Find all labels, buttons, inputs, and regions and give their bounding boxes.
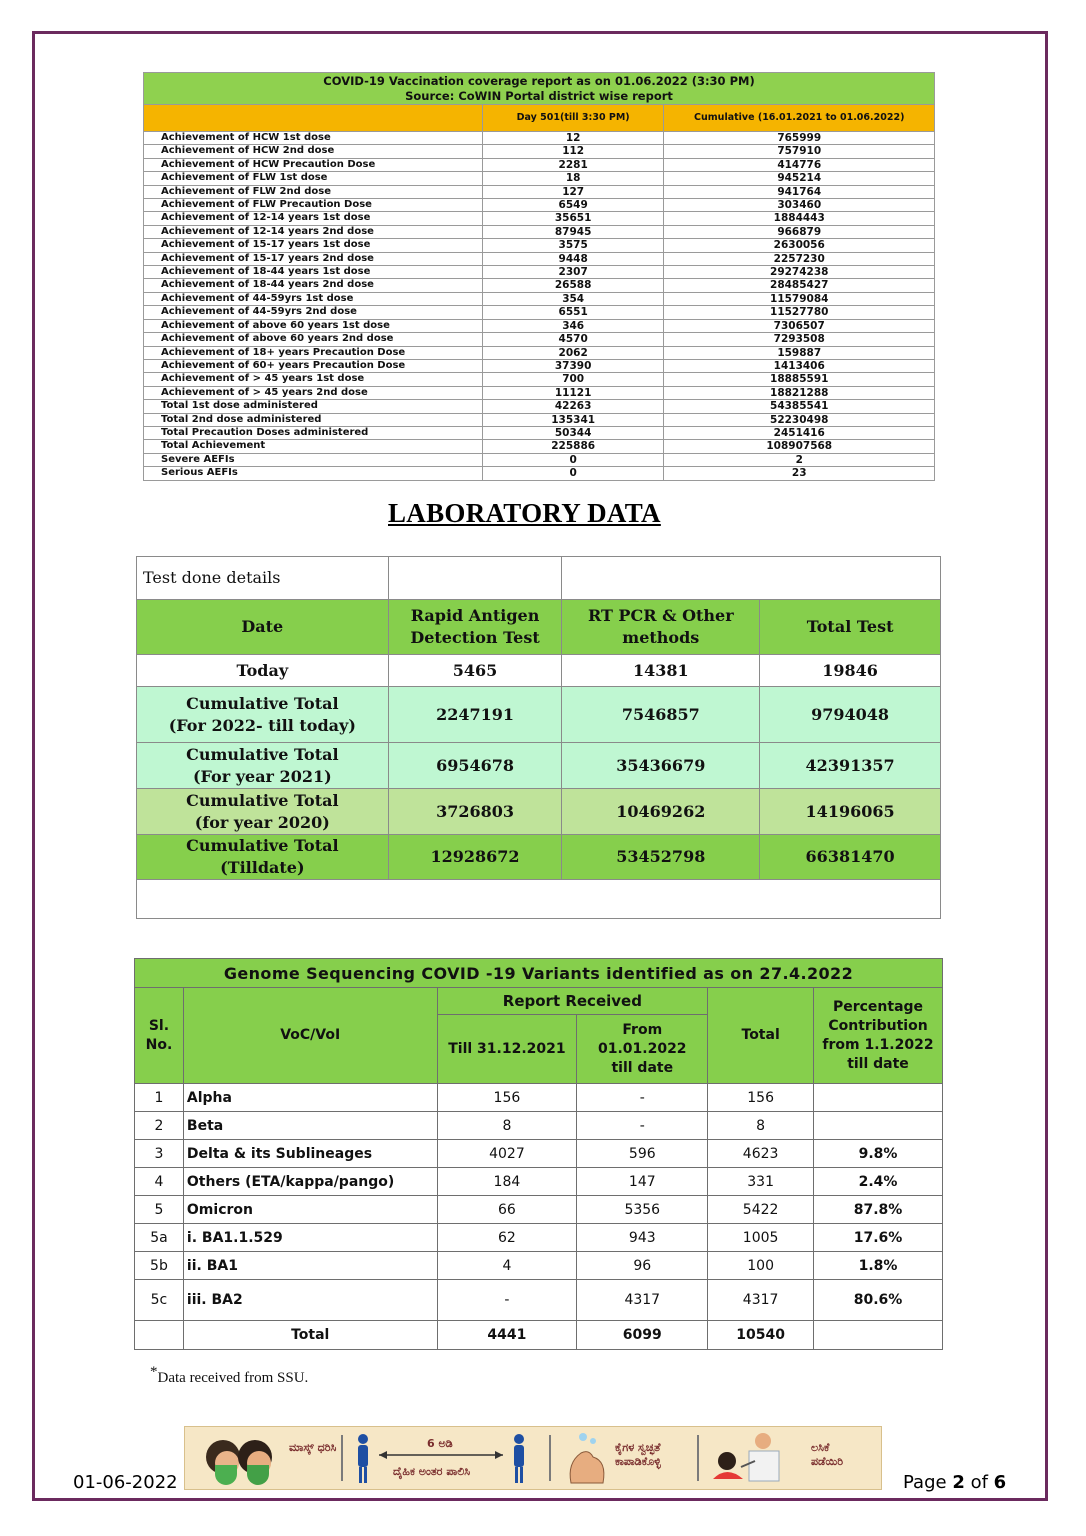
lab-rapid-value: 12928672 (388, 835, 562, 880)
vaccination-cumulative-value: 1884443 (664, 212, 935, 225)
genome-till-value: 62 (437, 1224, 577, 1252)
vaccination-row (144, 333, 935, 346)
vaccination-day-value: 2281 (482, 158, 664, 171)
vaccination-col-cumulative: Cumulative (16.01.2021 to 01.06.2022) (664, 105, 935, 132)
genome-percentage-value: 87.8% (814, 1196, 943, 1224)
banner-vaccine-text: ಲಸಿಕೆ ಪಡೆಯಿರಿ (811, 1441, 844, 1468)
genome-sl: 3 (135, 1140, 184, 1168)
lab-header-total: Total Test (760, 600, 941, 655)
genome-till-value: 8 (437, 1112, 577, 1140)
vaccination-row-label: Achievement of 18-44 years 1st dose (144, 266, 483, 279)
footer-date: 01-06-2022 (73, 1472, 178, 1493)
vaccination-icon (705, 1427, 795, 1489)
genome-total-till: 4441 (437, 1321, 577, 1350)
vaccination-title (144, 73, 935, 105)
genome-total-value: 8 (708, 1112, 814, 1140)
vaccination-cumulative-value: 1413406 (664, 359, 935, 372)
vaccination-cumulative-value: 765999 (664, 132, 935, 145)
vaccination-row-label: Achievement of FLW 1st dose (144, 172, 483, 185)
genome-till-value: 66 (437, 1196, 577, 1224)
vaccination-cumulative-value: 2630056 (664, 239, 935, 252)
lab-header-rapid: Rapid Antigen Detection Test (388, 600, 562, 655)
vaccination-row (144, 400, 935, 413)
vaccination-row-label: Achievement of 18-44 years 2nd dose (144, 279, 483, 292)
vaccination-cumulative-value: 2257230 (664, 252, 935, 265)
genome-variant-name: Delta & its Sublineages (183, 1140, 437, 1168)
genome-title: Genome Sequencing COVID -19 Variants identified as on 27.4.2022 (135, 959, 943, 988)
genome-row (135, 1140, 943, 1168)
lab-row-label-main: Cumulative Total (186, 790, 339, 810)
genome-from-value: - (577, 1112, 708, 1140)
genome-row (135, 1084, 943, 1112)
genome-till-value: 4 (437, 1252, 577, 1280)
vaccination-row (144, 225, 935, 238)
genome-variant-name: Beta (183, 1112, 437, 1140)
vaccination-day-value: 42263 (482, 400, 664, 413)
page-of: of (970, 1472, 988, 1493)
vaccination-day-value: 2062 (482, 346, 664, 359)
lab-header-rtpcr: RT PCR & Other methods (562, 600, 760, 655)
vaccination-row (144, 426, 935, 439)
vaccination-cumulative-value: 29274238 (664, 266, 935, 279)
lab-total-value: 14196065 (760, 789, 941, 835)
lab-title: LABORATORY DATA (388, 498, 661, 528)
vaccination-cumulative-value: 966879 (664, 225, 935, 238)
vaccination-row-label: Achievement of above 60 years 2nd dose (144, 333, 483, 346)
genome-variant-name: i. BA1.1.529 (183, 1224, 437, 1252)
genome-till-value: 184 (437, 1168, 577, 1196)
vaccination-cumulative-value: 159887 (664, 346, 935, 359)
vaccination-day-value: 127 (482, 185, 664, 198)
vaccination-day-value: 3575 (482, 239, 664, 252)
lab-rtpcr-value: 35436679 (562, 743, 760, 789)
vaccination-cumulative-value: 757910 (664, 145, 935, 158)
vaccination-row (144, 467, 935, 480)
genome-percentage-value: 2.4% (814, 1168, 943, 1196)
vaccination-row (144, 185, 935, 198)
genome-total-value: 5422 (708, 1196, 814, 1224)
vaccination-row (144, 252, 935, 265)
genome-from-value: 596 (577, 1140, 708, 1168)
vaccination-cumulative-value: 18821288 (664, 386, 935, 399)
genome-till-value: 4027 (437, 1140, 577, 1168)
vaccination-row-label: Achievement of 18+ years Precaution Dose (144, 346, 483, 359)
vaccination-day-value: 18 (482, 172, 664, 185)
genome-row (135, 1224, 943, 1252)
lab-rtpcr-value: 53452798 (562, 835, 760, 880)
lab-row-label-main: Cumulative Total (186, 836, 339, 855)
genome-sl: 4 (135, 1168, 184, 1196)
vaccination-row (144, 319, 935, 332)
genome-sl: 5c (135, 1280, 184, 1321)
vaccination-cumulative-value: 7293508 (664, 333, 935, 346)
genome-sl: 5a (135, 1224, 184, 1252)
lab-row-label-sub: (For year 2021) (192, 766, 332, 786)
vaccination-day-value: 35651 (482, 212, 664, 225)
lab-row (137, 687, 941, 743)
vaccination-row-label: Achievement of 15-17 years 1st dose (144, 239, 483, 252)
genome-total-blank (814, 1321, 943, 1350)
genome-row (135, 1112, 943, 1140)
genome-from-value: 5356 (577, 1196, 708, 1224)
vaccination-row-label: Achievement of > 45 years 1st dose (144, 373, 483, 386)
vaccination-day-value: 135341 (482, 413, 664, 426)
genome-total-total: 10540 (708, 1321, 814, 1350)
lab-total-value: 19846 (760, 655, 941, 687)
vaccination-cumulative-value: 52230498 (664, 413, 935, 426)
genome-header-voc: VoC/VoI (183, 988, 437, 1084)
vaccination-row-label: Achievement of HCW Precaution Dose (144, 158, 483, 171)
genome-header-report: Report Received (437, 988, 708, 1015)
lab-row-label (137, 835, 389, 880)
genome-variant-name: Alpha (183, 1084, 437, 1112)
note-text: Data received from SSU. (157, 1370, 309, 1386)
vaccination-row (144, 440, 935, 453)
vaccination-row (144, 346, 935, 359)
lab-row (137, 655, 941, 687)
genome-variant-name: ii. BA1 (183, 1252, 437, 1280)
lab-rapid-value: 5465 (388, 655, 562, 687)
vaccination-row-label: Achievement of 44-59yrs 1st dose (144, 292, 483, 305)
lab-total-value: 9794048 (760, 687, 941, 743)
vaccination-cumulative-value: 18885591 (664, 373, 935, 386)
vaccination-cumulative-value: 2 (664, 453, 935, 466)
genome-sl: 5b (135, 1252, 184, 1280)
genome-till-value: 156 (437, 1084, 577, 1112)
genome-sl: 1 (135, 1084, 184, 1112)
genome-total-value: 4317 (708, 1280, 814, 1321)
genome-sl: 2 (135, 1112, 184, 1140)
vaccination-day-value: 87945 (482, 225, 664, 238)
lab-row-label: Today (137, 655, 389, 687)
lab-total-value: 66381470 (760, 835, 941, 880)
genome-variant-name: iii. BA2 (183, 1280, 437, 1321)
page-prefix: Page (903, 1472, 947, 1493)
lab-header-date: Date (137, 600, 389, 655)
note-asterisk: * (150, 1364, 158, 1380)
lab-rapid-value: 6954678 (388, 743, 562, 789)
genome-total-blank (135, 1321, 184, 1350)
lab-row-label-sub: (For 2022- till today) (168, 715, 356, 735)
genome-total-from: 6099 (577, 1321, 708, 1350)
vaccination-row (144, 373, 935, 386)
vaccination-row (144, 132, 935, 145)
vaccination-row-label: Serious AEFIs (144, 467, 483, 480)
vaccination-cumulative-value: 941764 (664, 185, 935, 198)
genome-percentage-value (814, 1112, 943, 1140)
vaccination-row (144, 359, 935, 372)
genome-till-value: - (437, 1280, 577, 1321)
handwash-icon (563, 1427, 613, 1489)
vaccination-row-label: Total 1st dose administered (144, 400, 483, 413)
mask-people-icon (199, 1427, 279, 1489)
banner-distance-sub: ದೈಹಿಕ ಅಂತರ ಪಾಲಿಸಿ (393, 1465, 471, 1478)
banner-divider (549, 1435, 551, 1481)
genome-from-value: 96 (577, 1252, 708, 1280)
vaccination-cumulative-value: 945214 (664, 172, 935, 185)
vaccination-cumulative-value: 2451416 (664, 426, 935, 439)
lab-row-label (137, 789, 389, 835)
genome-percentage-value: 9.8% (814, 1140, 943, 1168)
genome-table (134, 958, 943, 1350)
vaccination-row (144, 145, 935, 158)
vaccination-day-value: 2307 (482, 266, 664, 279)
vaccination-row-label: Achievement of 15-17 years 2nd dose (144, 252, 483, 265)
vaccination-row-label: Achievement of 12-14 years 2nd dose (144, 225, 483, 238)
vaccination-row (144, 158, 935, 171)
vaccination-cumulative-value: 28485427 (664, 279, 935, 292)
vaccination-col-day: Day 501(till 3:30 PM) (482, 105, 664, 132)
vaccination-row (144, 306, 935, 319)
vaccination-row (144, 266, 935, 279)
lab-blank-cell (388, 557, 562, 600)
lab-total-value: 42391357 (760, 743, 941, 789)
vaccination-row (144, 239, 935, 252)
genome-header-sl: Sl. No. (135, 988, 184, 1084)
vaccination-row-label: Achievement of above 60 years 1st dose (144, 319, 483, 332)
vaccination-row (144, 386, 935, 399)
banner-divider (697, 1435, 699, 1481)
genome-from-value: 4317 (577, 1280, 708, 1321)
vaccination-row (144, 413, 935, 426)
lab-rapid-value: 2247191 (388, 687, 562, 743)
vaccination-row-label: Achievement of > 45 years 2nd dose (144, 386, 483, 399)
vaccination-day-value: 50344 (482, 426, 664, 439)
genome-variant-name: Others (ETA/kappa/pango) (183, 1168, 437, 1196)
genome-header-from: From 01.01.2022 till date (577, 1015, 708, 1084)
banner-divider (341, 1435, 343, 1481)
data-source-note (150, 1364, 308, 1387)
vaccination-cumulative-value: 414776 (664, 158, 935, 171)
banner-hands-text: ಕೈಗಳ ಸ್ವಚ್ಛತೆ ಕಾಪಾಡಿಕೊಳ್ಳಿ (615, 1441, 661, 1468)
vaccination-day-value: 700 (482, 373, 664, 386)
vaccination-day-value: 0 (482, 453, 664, 466)
genome-percentage-value: 17.6% (814, 1224, 943, 1252)
vaccination-row-label: Severe AEFIs (144, 453, 483, 466)
lab-row (137, 789, 941, 835)
vaccination-row-label: Achievement of HCW 2nd dose (144, 145, 483, 158)
vaccination-col-blank (144, 105, 483, 132)
genome-percentage-value (814, 1084, 943, 1112)
genome-percentage-value: 80.6% (814, 1280, 943, 1321)
genome-from-value: - (577, 1084, 708, 1112)
vaccination-day-value: 6549 (482, 199, 664, 212)
lab-row (137, 835, 941, 880)
vaccination-row (144, 212, 935, 225)
vaccination-row-label: Total 2nd dose administered (144, 413, 483, 426)
vaccination-day-value: 0 (482, 467, 664, 480)
genome-total-label: Total (183, 1321, 437, 1350)
lab-row (137, 743, 941, 789)
vaccination-cumulative-value: 23 (664, 467, 935, 480)
genome-percentage-value: 1.8% (814, 1252, 943, 1280)
vaccination-day-value: 9448 (482, 252, 664, 265)
lab-row-label (137, 687, 389, 743)
vaccination-row-label: Achievement of FLW 2nd dose (144, 185, 483, 198)
banner-distance-text: 6 ಅಡಿ (427, 1437, 453, 1450)
genome-header-total: Total (708, 988, 814, 1084)
vaccination-row-label: Achievement of 44-59yrs 2nd dose (144, 306, 483, 319)
genome-total-value: 100 (708, 1252, 814, 1280)
vaccination-row-label: Achievement of 12-14 years 1st dose (144, 212, 483, 225)
genome-total-value: 1005 (708, 1224, 814, 1252)
lab-row-label-sub: (Tilldate) (220, 858, 305, 877)
lab-empty-row (137, 880, 941, 919)
vaccination-day-value: 225886 (482, 440, 664, 453)
vaccination-day-value: 346 (482, 319, 664, 332)
page-number (903, 1472, 1006, 1493)
vaccination-row-label: Achievement of 60+ years Precaution Dose (144, 359, 483, 372)
genome-from-value: 943 (577, 1224, 708, 1252)
lab-rapid-value: 3726803 (388, 789, 562, 835)
vaccination-day-value: 12 (482, 132, 664, 145)
genome-header-percentage: Percentage Contribution from 1.1.2022 till date (814, 988, 943, 1084)
vaccination-row (144, 172, 935, 185)
vaccination-row (144, 199, 935, 212)
lab-blank-cell (562, 557, 941, 600)
genome-row (135, 1196, 943, 1224)
vaccination-title-line1: COVID-19 Vaccination coverage report as on 01.06.2022 (3:30 PM) (323, 74, 755, 88)
genome-total-value: 156 (708, 1084, 814, 1112)
vaccination-cumulative-value: 7306507 (664, 319, 935, 332)
page-total: 6 (993, 1472, 1007, 1493)
vaccination-cumulative-value: 108907568 (664, 440, 935, 453)
vaccination-day-value: 26588 (482, 279, 664, 292)
genome-header-till: Till 31.12.2021 (437, 1015, 577, 1084)
genome-total-value: 4623 (708, 1140, 814, 1168)
genome-row (135, 1252, 943, 1280)
genome-row (135, 1168, 943, 1196)
vaccination-row-label: Total Achievement (144, 440, 483, 453)
vaccination-row (144, 279, 935, 292)
vaccination-day-value: 112 (482, 145, 664, 158)
lab-row-label-sub: (for year 2020) (194, 812, 330, 832)
vaccination-cumulative-value: 54385541 (664, 400, 935, 413)
page-current: 2 (952, 1472, 965, 1493)
vaccination-table (143, 72, 935, 481)
vaccination-source: Source: CoWIN Portal district wise report (405, 88, 673, 103)
vaccination-row-label: Total Precaution Doses administered (144, 426, 483, 439)
lab-rtpcr-value: 10469262 (562, 789, 760, 835)
vaccination-day-value: 4570 (482, 333, 664, 346)
vaccination-cumulative-value: 11579084 (664, 292, 935, 305)
lab-rtpcr-value: 7546857 (562, 687, 760, 743)
vaccination-row (144, 292, 935, 305)
genome-variant-name: Omicron (183, 1196, 437, 1224)
lab-row-label-main: Cumulative Total (186, 693, 339, 713)
safety-banner (184, 1426, 882, 1490)
lab-table (136, 556, 941, 919)
lab-row-label (137, 743, 389, 789)
banner-mask-text: ಮಾಸ್ಕ್ ಧರಿಸಿ (289, 1441, 337, 1454)
lab-row-label-main: Cumulative Total (186, 744, 339, 764)
vaccination-cumulative-value: 11527780 (664, 306, 935, 319)
vaccination-cumulative-value: 303460 (664, 199, 935, 212)
genome-sl: 5 (135, 1196, 184, 1224)
test-done-details: Test done details (137, 557, 389, 600)
vaccination-day-value: 37390 (482, 359, 664, 372)
vaccination-row (144, 453, 935, 466)
lab-rtpcr-value: 14381 (562, 655, 760, 687)
vaccination-row-label: Achievement of HCW 1st dose (144, 132, 483, 145)
vaccination-day-value: 6551 (482, 306, 664, 319)
genome-total-value: 331 (708, 1168, 814, 1196)
genome-row (135, 1280, 943, 1321)
genome-from-value: 147 (577, 1168, 708, 1196)
vaccination-day-value: 11121 (482, 386, 664, 399)
vaccination-day-value: 354 (482, 292, 664, 305)
vaccination-row-label: Achievement of FLW Precaution Dose (144, 199, 483, 212)
